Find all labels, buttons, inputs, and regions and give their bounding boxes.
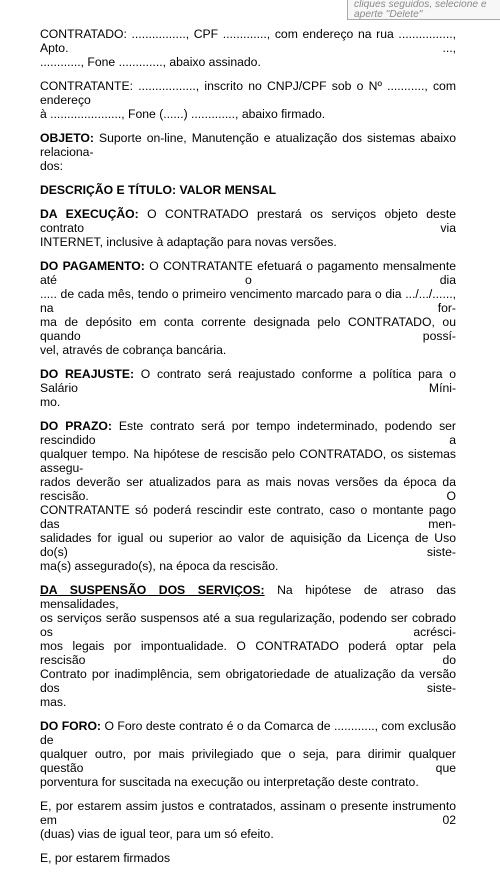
suspensao-label-underlined: DA SUSPENSÃO DOS SERVIÇOS: <box>40 583 265 597</box>
suspensao-line-1 <box>40 583 456 611</box>
note-line-1: cliques seguidos, selecione e <box>354 0 487 10</box>
suspensao-line-4: Contrato por inadimplência, sem obrigatoriedade de atualização da versão dos siste- <box>40 667 456 695</box>
paragraph-suspensao <box>40 583 456 709</box>
paragraph-final <box>40 851 456 865</box>
suspensao-label <box>40 583 265 597</box>
pagamento-line-3: ma de depósito em conta corrente designada pelo CONTRATADO, ou quando possí- <box>40 315 456 343</box>
prazo-line-5: salidades for igual ou superior ao valor de aquisição da Licença de Uso do(s) siste- <box>40 531 456 559</box>
contratado-line-2: ............, Fone ............., abaixo assinado. <box>40 55 261 69</box>
prazo-text-1: Este contrato será por tempo indeterminado, podendo ser rescindido a <box>40 419 456 447</box>
objeto-label: OBJETO: <box>40 131 94 145</box>
reajuste-line-2: mo. <box>40 395 61 409</box>
paragraph-foro <box>40 719 456 789</box>
foro-line-2: qualquer outro, por mais privilegiado que o seja, para dirimir qualquer questão que <box>40 747 456 775</box>
pagamento-line-2: ..... de cada mês, tendo o primeiro vencimento marcado para o dia .../.../......, na for- <box>40 287 456 315</box>
execucao-text-1: O CONTRATADO prestará os serviços objeto deste contrato via <box>40 207 457 235</box>
contratante-line-2: à ....................., Fone (......) ............., abaixo firmado. <box>40 107 326 121</box>
encerramento-line-2: (duas) vias de igual teor, para um só efeito. <box>40 827 274 841</box>
pagamento-label: DO PAGAMENTO: <box>40 259 145 273</box>
paragraph-encerramento <box>40 799 456 841</box>
objeto-line-1 <box>40 131 456 159</box>
suspensao-line-2: os serviços serão suspensos até a sua regularização, podendo ser cobrado os acrésci- <box>40 611 456 639</box>
encerramento-line-1: E, por estarem assim justos e contratados, assinam o presente instrumento em 02 <box>40 799 456 827</box>
reajuste-text-1: O contrato será reajustado conforme a política para o Salário Míni- <box>40 367 456 395</box>
paragraph-contratante <box>40 79 456 121</box>
suspensao-text-1: Na hipótese de atraso das mensalidades, <box>40 583 456 611</box>
execucao-line-1 <box>40 207 456 235</box>
execucao-line-2: INTERNET, inclusive à adaptação para novas versões. <box>40 235 337 249</box>
instruction-note <box>347 0 500 20</box>
prazo-line-4: CONTRATANTE só poderá rescindir este contrato, caso o montante pago das men- <box>40 503 456 531</box>
pagamento-text-1: O CONTRATANTE efetuará o pagamento mensalmente até o dia <box>40 259 456 287</box>
paragraph-reajuste <box>40 367 456 409</box>
pagamento-line-4: vel, através de cobrança bancária. <box>40 343 227 357</box>
final-line: E, por estarem firmados <box>40 851 171 865</box>
prazo-line-1 <box>40 419 456 447</box>
paragraph-execucao <box>40 207 456 249</box>
objeto-text-1: Suporte on-line, Manutenção e atualização dos sistemas abaixo relaciona- <box>40 131 456 159</box>
prazo-label: DO PRAZO: <box>40 419 112 433</box>
prazo-line-2: qualquer tempo. Na hipótese de rescisão pelo CONTRATADO, os sistemas assegu- <box>40 447 456 475</box>
foro-text-1: O Foro deste contrato é o da Comarca de ............, com exclusão de <box>40 719 456 747</box>
paragraph-contratado <box>40 27 456 69</box>
suspensao-line-5: mas. <box>40 695 67 709</box>
paragraph-objeto <box>40 131 456 173</box>
execucao-label: DA EXECUÇÃO: <box>40 207 139 221</box>
prazo-line-3: rados deverão ser atualizados para as mais novas versões da época da rescisão. O <box>40 475 456 503</box>
objeto-line-2: dos: <box>40 159 64 173</box>
suspensao-line-3: mos legais por impontualidade. O CONTRATADO poderá optar pela rescisão do <box>40 639 456 667</box>
pagamento-line-1 <box>40 259 456 287</box>
paragraph-pagamento <box>40 259 456 357</box>
foro-label: DO FORO: <box>40 719 101 733</box>
paragraph-prazo <box>40 419 456 573</box>
contratante-line-1: CONTRATANTE: ................., inscrito no CNPJ/CPF sob o Nº ..........., com endereço <box>40 79 456 107</box>
contratado-line-1: CONTRATADO: ................, CPF ............., com endereço na rua ................, Apto. ..., <box>40 27 456 55</box>
contract-document <box>40 27 456 875</box>
reajuste-label: DO REAJUSTE: <box>40 367 135 381</box>
paragraph-descricao <box>40 183 456 197</box>
foro-line-3: porventura for suscitada na execução ou interpretação deste contrato. <box>40 775 419 789</box>
prazo-line-6: ma(s) assegurado(s), na época da rescisão. <box>40 559 279 573</box>
reajuste-line-1 <box>40 367 456 395</box>
descricao-heading: DESCRIÇÃO E TÍTULO: VALOR MENSAL <box>40 183 277 197</box>
foro-line-1 <box>40 719 456 747</box>
note-line-2: aperte "Delete" <box>354 10 423 20</box>
